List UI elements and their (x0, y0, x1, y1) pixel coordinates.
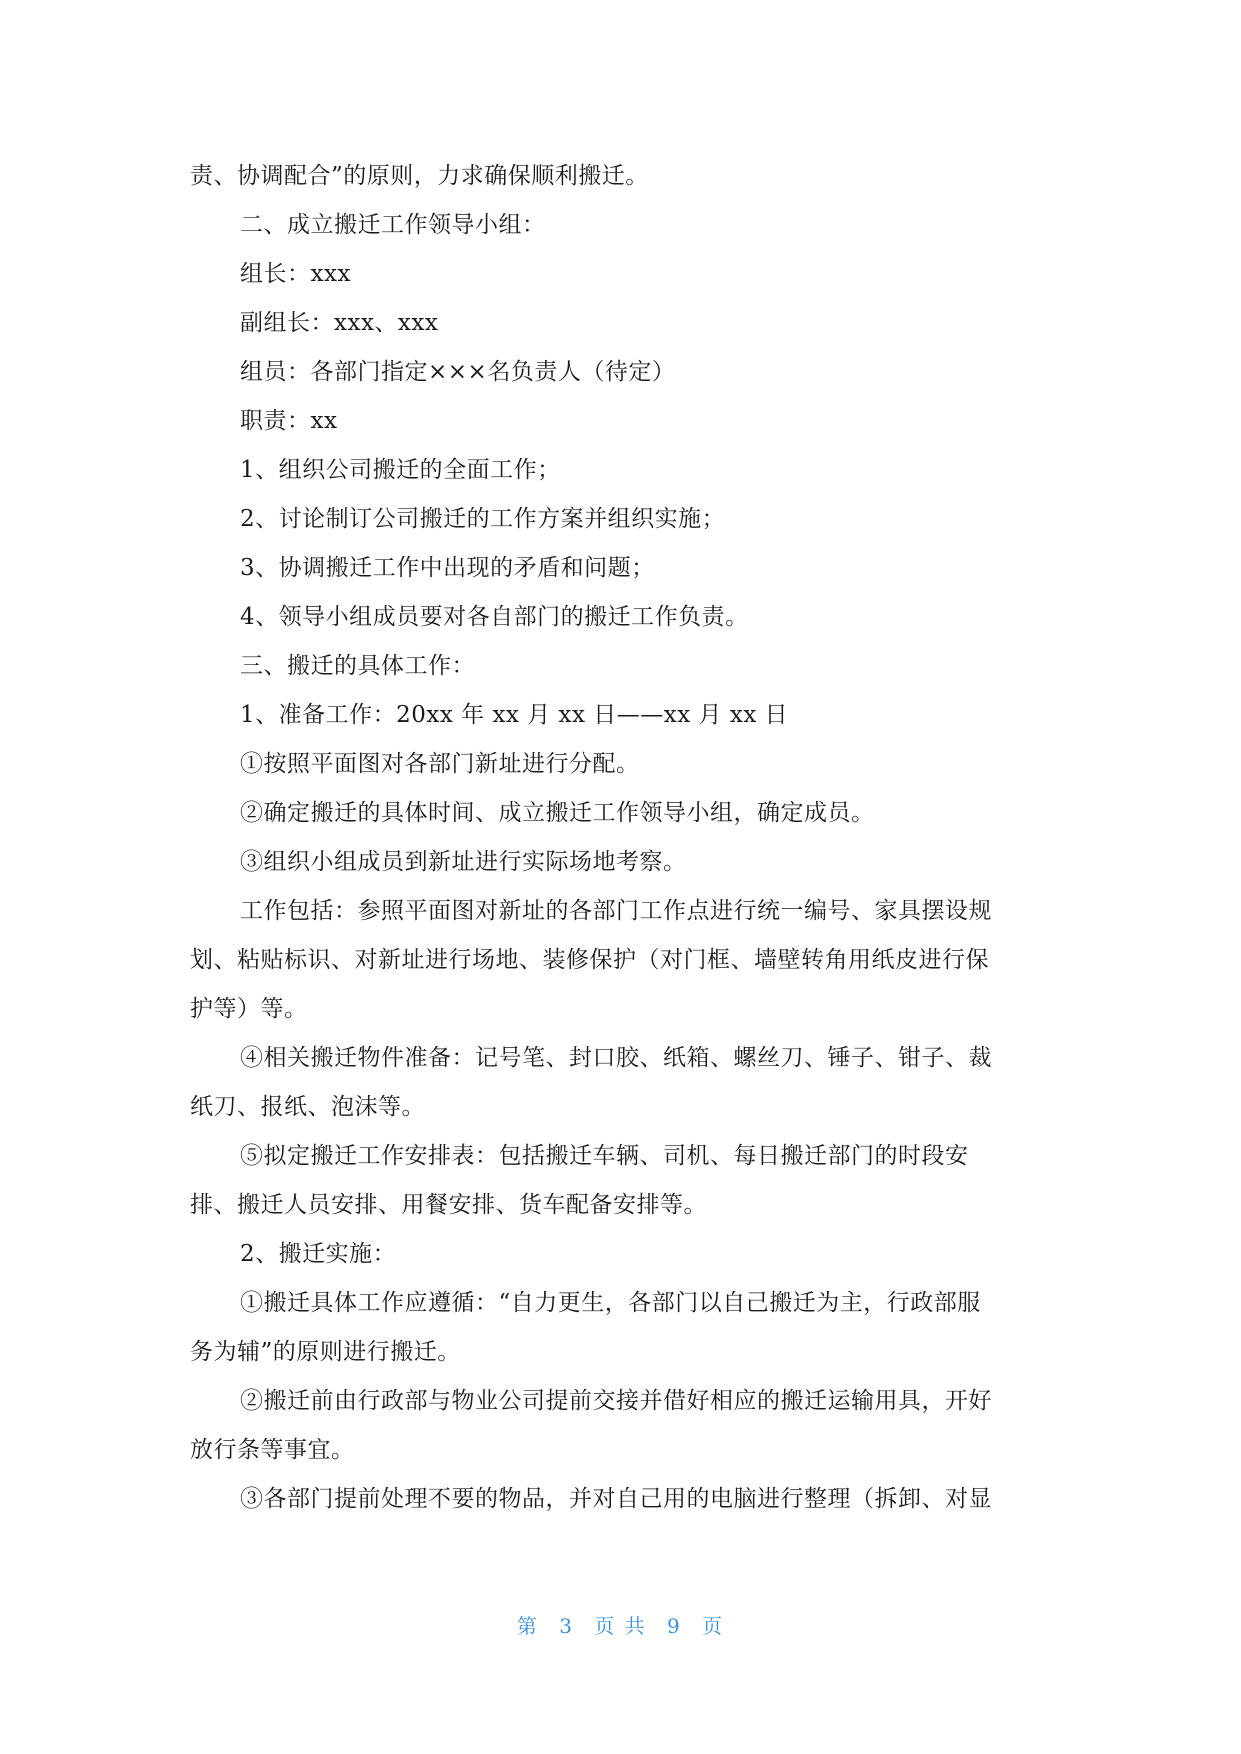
section-heading: 三、搬迁的具体工作： (240, 653, 475, 679)
paragraph-line: 组员：各部门指定×××名负责人（待定） (240, 359, 676, 385)
paragraph-line: 职责：xx (240, 408, 338, 434)
list-item: 2、讨论制订公司搬迁的工作方案并组织实施； (240, 506, 726, 532)
paragraph-line: 责、协调配合”的原则，力求确保顺利搬迁。 (190, 163, 649, 189)
paragraph-line: 副组长：xxx、xxx (240, 310, 439, 336)
list-item: ①按照平面图对各部门新址进行分配。 (240, 751, 640, 777)
page-number-prefix: 第 (516, 1614, 539, 1638)
list-item: ③组织小组成员到新址进行实际场地考察。 (240, 849, 687, 875)
paragraph-line: 工作包括：参照平面图对新址的各部门工作点进行统一编号、家具摆设规 (240, 898, 992, 924)
list-item: 1、组织公司搬迁的全面工作； (240, 457, 561, 483)
paragraph-line: 划、粘贴标识、对新址进行场地、装修保护（对门框、墙壁转角用纸皮进行保 (190, 947, 989, 973)
page-footer (0, 1610, 1241, 1639)
list-item: 3、协调搬迁工作中出现的矛盾和问题； (240, 555, 655, 581)
section-heading: 二、成立搬迁工作领导小组： (240, 212, 546, 238)
page-number-middle: 页 共 (594, 1614, 647, 1638)
paragraph-line: 护等）等。 (190, 996, 308, 1022)
list-item: ①搬迁具体工作应遵循：“自力更生，各部门以自己搬迁为主，行政部服 (240, 1290, 981, 1316)
paragraph-line: 组长：xxx (240, 261, 351, 287)
document-body (190, 152, 1046, 1524)
paragraph-line: 纸刀、报纸、泡沫等。 (190, 1094, 425, 1120)
list-item: ②搬迁前由行政部与物业公司提前交接并借好相应的搬迁运输用具，开好 (240, 1388, 992, 1414)
list-item: ④相关搬迁物件准备：记号笔、封口胶、纸箱、螺丝刀、锤子、钳子、裁 (240, 1045, 992, 1071)
paragraph-line: 务为辅”的原则进行搬迁。 (190, 1339, 461, 1365)
page-number-suffix: 页 (702, 1614, 725, 1638)
paragraph-line: 排、搬迁人员安排、用餐安排、货车配备安排等。 (190, 1192, 707, 1218)
paragraph-line: 放行条等事宜。 (190, 1437, 355, 1463)
page-number-total: 9 (667, 1614, 682, 1638)
section-heading: 2、搬迁实施： (240, 1241, 397, 1267)
list-item: ⑤拟定搬迁工作安排表：包括搬迁车辆、司机、每日搬迁部门的时段安 (240, 1143, 969, 1169)
list-item: 1、准备工作：20xx 年 xx 月 xx 日——xx 月 xx 日 (240, 702, 789, 728)
list-item: 4、领导小组成员要对各自部门的搬迁工作负责。 (240, 604, 749, 630)
page-number-current: 3 (559, 1614, 574, 1638)
list-item: ③各部门提前处理不要的物品，并对自己用的电脑进行整理（拆卸、对显 (240, 1486, 992, 1512)
list-item: ②确定搬迁的具体时间、成立搬迁工作领导小组，确定成员。 (240, 800, 875, 826)
